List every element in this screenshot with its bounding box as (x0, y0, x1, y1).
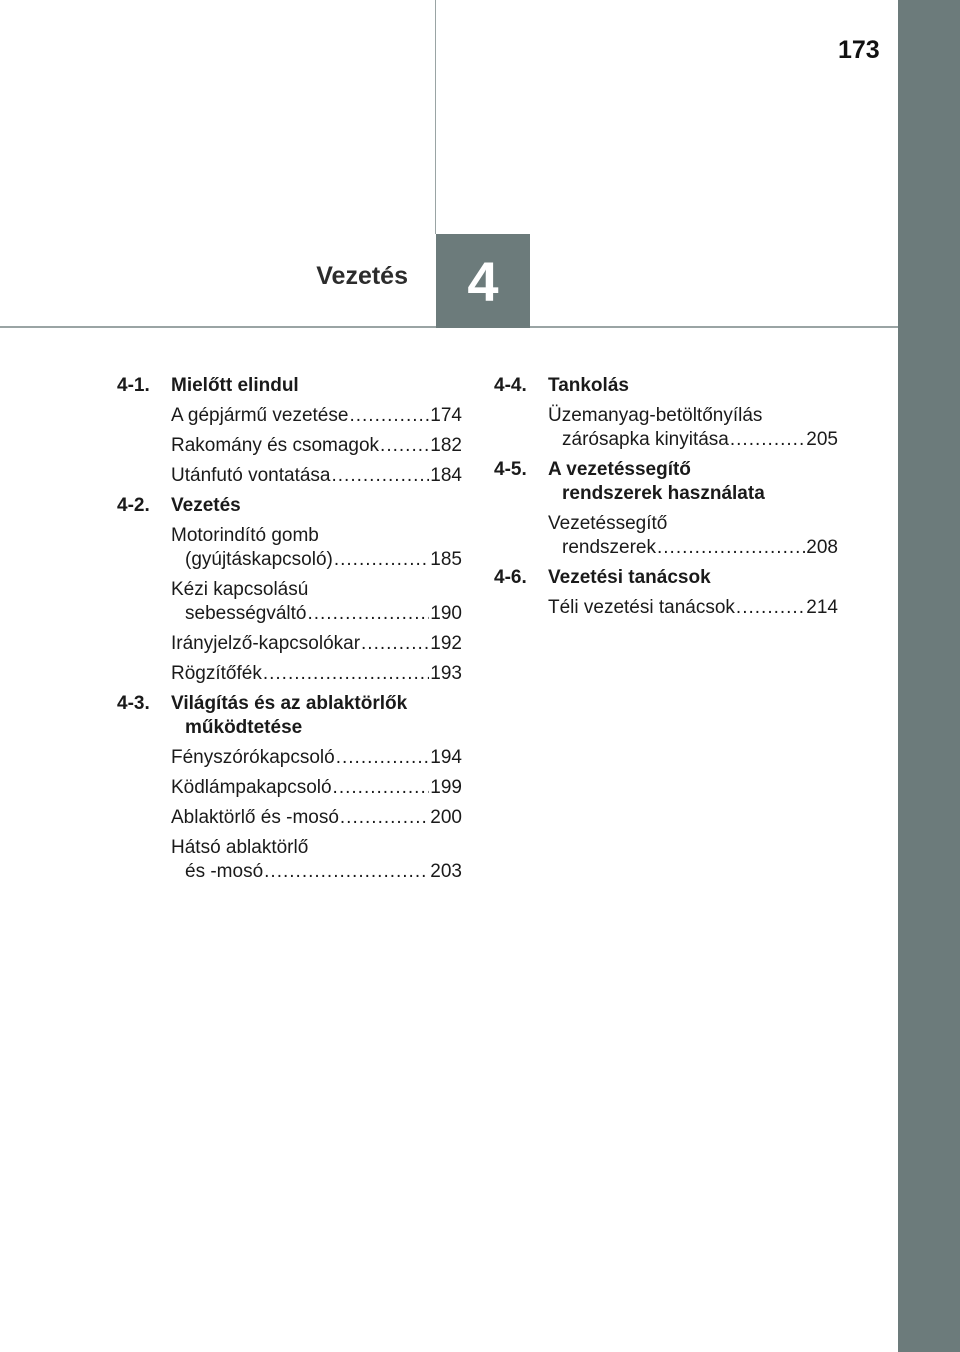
dot-leader (332, 464, 430, 488)
dot-leader (361, 632, 429, 656)
section-title-line: Mielőtt elindul (171, 375, 299, 396)
entry-page-number: 214 (806, 597, 838, 618)
entry-page-number: 182 (430, 435, 462, 456)
section-number: 4-3. (117, 693, 150, 714)
toc-entry[interactable] (548, 596, 838, 620)
dot-leader (307, 602, 429, 626)
chapter-number: 4 (467, 249, 499, 313)
entry-page-number: 192 (430, 633, 462, 654)
entry-label: Irányjelző-kapcsolókar (171, 633, 361, 654)
section-title (548, 374, 838, 398)
section-title-line: Vezetés (171, 495, 241, 516)
entry-label: rendszerek (562, 537, 656, 558)
toc-right-column (494, 374, 838, 626)
toc-entry[interactable] (171, 662, 462, 686)
entry-label: Fényszórókapcsoló (171, 747, 335, 768)
toc-left-column (117, 374, 462, 890)
toc-entry[interactable] (171, 746, 462, 770)
entry-label: Ködlámpakapcsoló (171, 777, 332, 798)
entry-page-number: 185 (430, 549, 462, 570)
chapter-side-tab (898, 0, 960, 1352)
section-number: 4-6. (494, 567, 527, 588)
dot-leader (334, 548, 429, 572)
toc-entry[interactable] (171, 404, 462, 428)
section-title-line: működtetése (185, 717, 303, 738)
page-number: 173 (838, 36, 880, 64)
toc-entry[interactable] (171, 776, 462, 800)
entry-label: Ablaktörlő és -mosó (171, 807, 339, 828)
entry-page-number: 174 (430, 405, 462, 426)
dot-leader (736, 596, 805, 620)
section-title (171, 494, 462, 518)
dot-leader (730, 428, 805, 452)
toc-entry[interactable] (171, 836, 462, 884)
toc-entry[interactable] (171, 578, 462, 626)
section-number: 4-5. (494, 459, 527, 480)
entry-label: Utánfutó vontatása (171, 465, 331, 486)
entry-label: Motorindító gomb (171, 525, 319, 546)
dot-leader (340, 806, 429, 830)
entry-label: Hátsó ablaktörlő (171, 837, 309, 858)
chapter-title: Vezetés (316, 262, 408, 290)
entry-label: és -mosó (185, 861, 264, 882)
entry-page-number: 199 (430, 777, 462, 798)
chapter-number-box (436, 234, 530, 328)
entry-label: Téli vezetési tanácsok (548, 597, 735, 618)
entry-label: Kézi kapcsolású (171, 579, 309, 600)
section-title (171, 374, 462, 398)
toc-entry[interactable] (171, 464, 462, 488)
entry-label: zárósapka kinyitása (562, 429, 729, 450)
entry-label: sebességváltó (185, 603, 307, 624)
dot-leader (263, 662, 429, 686)
entry-page-number: 190 (430, 603, 462, 624)
section-number: 4-1. (117, 375, 150, 396)
toc-section-heading[interactable] (494, 374, 838, 398)
toc-section-heading[interactable] (494, 458, 838, 506)
section-title-line: A vezetéssegítő (548, 459, 691, 480)
toc-entry[interactable] (548, 512, 838, 560)
section-title (548, 458, 838, 506)
dot-leader (349, 404, 429, 428)
section-title (548, 566, 838, 590)
entry-page-number: 203 (430, 861, 462, 882)
section-number: 4-2. (117, 495, 150, 516)
section-title-line: rendszerek használata (562, 483, 765, 504)
entry-label: Rakomány és csomagok (171, 435, 380, 456)
entry-label: (gyújtáskapcsoló) (185, 549, 333, 570)
entry-page-number: 208 (806, 537, 838, 558)
toc-entry[interactable] (171, 434, 462, 458)
toc-entry[interactable] (171, 806, 462, 830)
toc-section-heading[interactable] (117, 692, 462, 740)
entry-page-number: 193 (430, 663, 462, 684)
entry-page-number: 200 (430, 807, 462, 828)
toc-entry[interactable] (548, 404, 838, 452)
section-title-line: Vezetési tanácsok (548, 567, 711, 588)
dot-leader (264, 860, 429, 884)
entry-page-number: 205 (806, 429, 838, 450)
section-title (171, 692, 462, 740)
entry-label: Üzemanyag-betöltőnyílás (548, 405, 763, 426)
dot-leader (657, 536, 805, 560)
vertical-divider (435, 0, 436, 234)
dot-leader (336, 746, 430, 770)
entry-label: Rögzítőfék (171, 663, 262, 684)
toc-section-heading[interactable] (494, 566, 838, 590)
toc-section-heading[interactable] (117, 374, 462, 398)
toc-section-heading[interactable] (117, 494, 462, 518)
toc-entry[interactable] (171, 632, 462, 656)
toc-entry[interactable] (171, 524, 462, 572)
dot-leader (380, 434, 429, 458)
entry-page-number: 194 (430, 747, 462, 768)
section-title-line: Világítás és az ablaktörlők (171, 693, 408, 714)
entry-label: Vezetéssegítő (548, 513, 668, 534)
section-title-line: Tankolás (548, 375, 629, 396)
dot-leader (333, 776, 430, 800)
entry-page-number: 184 (430, 465, 462, 486)
section-number: 4-4. (494, 375, 527, 396)
entry-label: A gépjármű vezetése (171, 405, 349, 426)
